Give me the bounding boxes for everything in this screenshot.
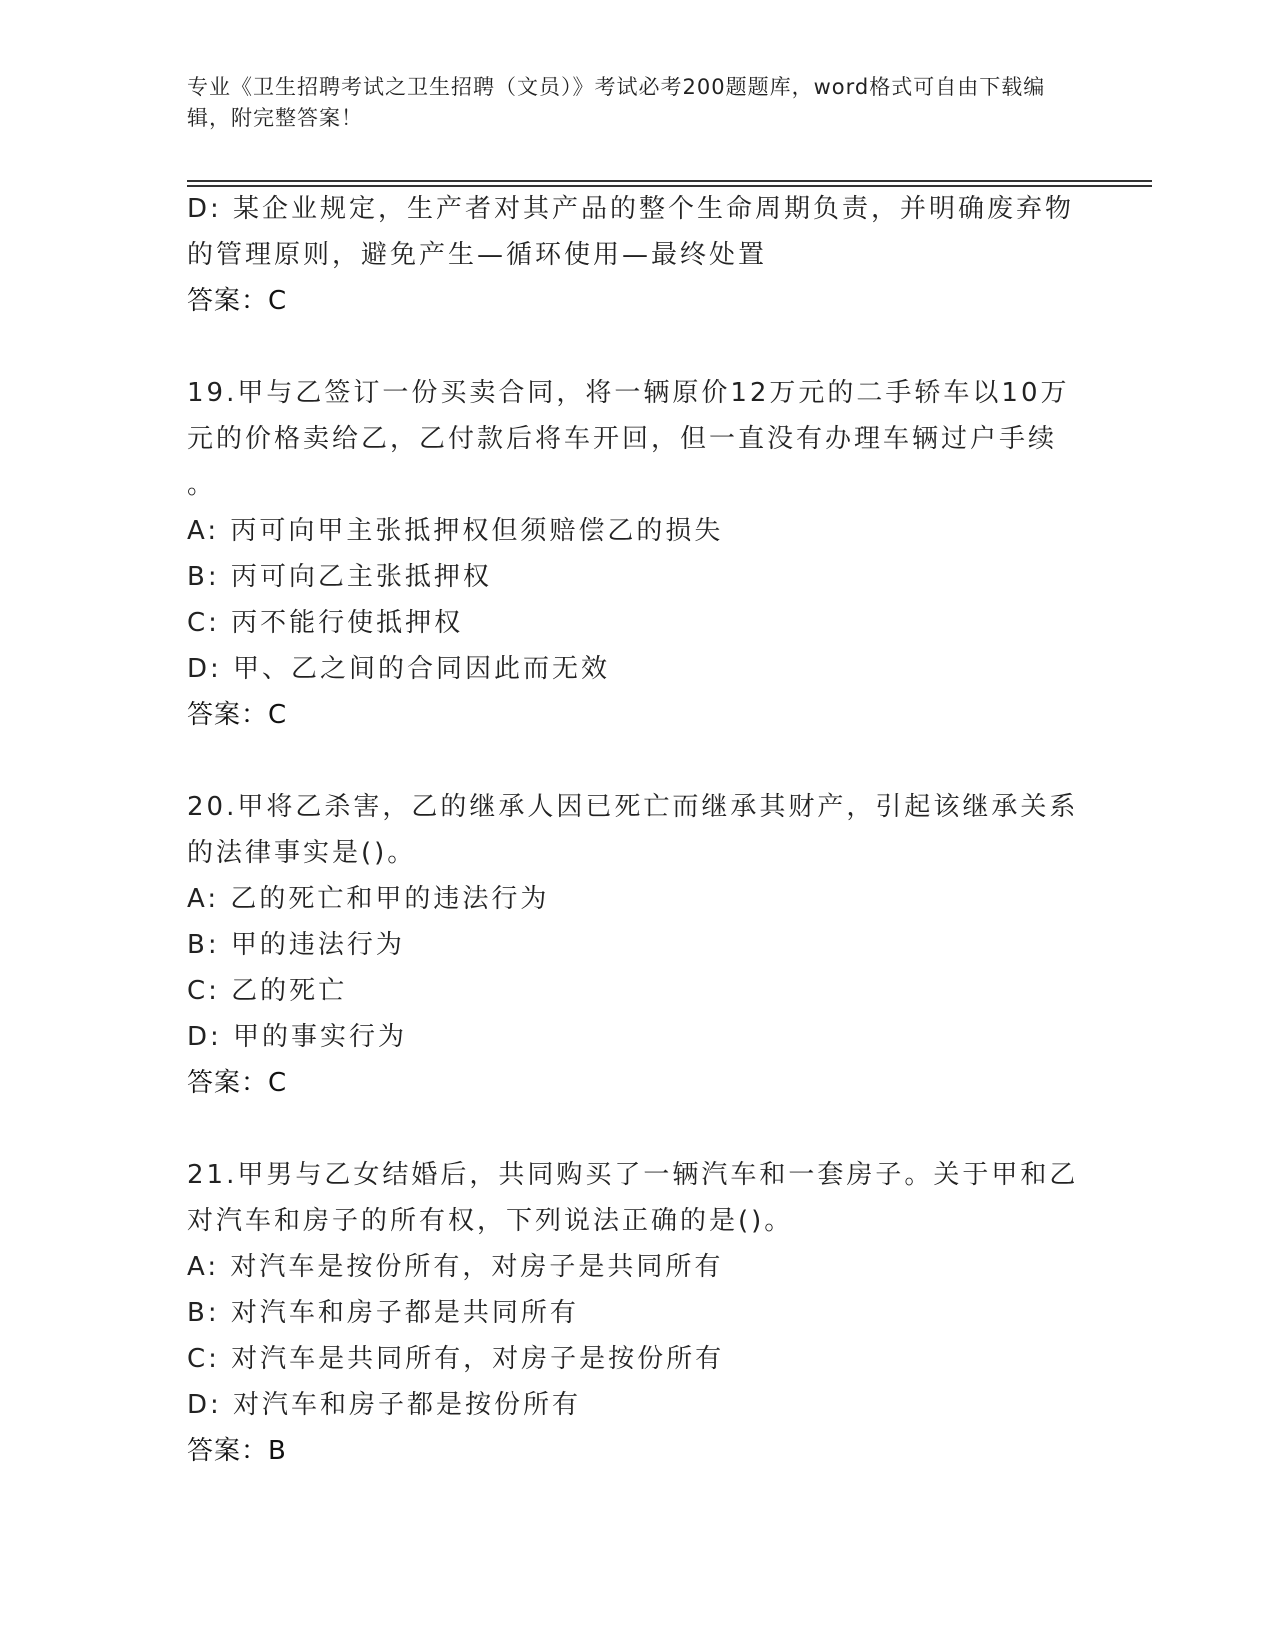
- question-stem-line-2: 元的价格卖给乙，乙付款后将车开回，但一直没有办理车辆过户手续: [187, 424, 1058, 454]
- answer: 答案：C: [187, 700, 288, 730]
- answer: 答案：C: [187, 286, 288, 316]
- question-stem-line-1: 21.甲男与乙女结婚后，共同购买了一辆汽车和一套房子。关于甲和乙: [187, 1160, 1079, 1190]
- option-b: B: 丙可向乙主张抵押权: [187, 562, 492, 592]
- option-d-line-1: D: 某企业规定，生产者对其产品的整个生命周期负责，并明确废弃物: [187, 194, 1075, 224]
- option-b: B: 对汽车和房子都是共同所有: [187, 1298, 579, 1328]
- option-a: A: 对汽车是按份所有，对房子是共同所有: [187, 1252, 724, 1282]
- question-19: [187, 370, 1087, 738]
- option-c: C: 乙的死亡: [187, 976, 348, 1006]
- question-20: [187, 784, 1087, 1106]
- option-c: C: 丙不能行使抵押权: [187, 608, 464, 638]
- option-b: B: 甲的违法行为: [187, 930, 405, 960]
- option-c: C: 对汽车是共同所有，对房子是按份所有: [187, 1344, 725, 1374]
- header-rule-top: [187, 180, 1152, 182]
- option-a: A: 乙的死亡和甲的违法行为: [187, 884, 550, 914]
- answer: 答案：B: [187, 1436, 287, 1466]
- option-a: A: 丙可向甲主张抵押权但须赔偿乙的损失: [187, 516, 724, 546]
- question-list: [187, 186, 1087, 1474]
- question-stem-line-3: 。: [187, 470, 217, 500]
- option-d: D: 对汽车和房子都是按份所有: [187, 1390, 582, 1420]
- question-21: [187, 1152, 1087, 1474]
- question-stem-line-2: 的法律事实是()。: [187, 838, 417, 868]
- document-header: 专业《卫生招聘考试之卫生招聘（文员）》考试必考200题题库，word格式可自由下载编辑，附完整答案！: [187, 75, 1046, 130]
- question-stem-line-1: 19.甲与乙签订一份买卖合同，将一辆原价12万元的二手轿车以10万: [187, 378, 1070, 408]
- question-stem-line-2: 对汽车和房子的所有权，下列说法正确的是()。: [187, 1206, 794, 1236]
- option-d-line-2: 的管理原则，避免产生—循环使用—最终处置: [187, 240, 768, 270]
- option-d: D: 甲、乙之间的合同因此而无效: [187, 654, 611, 684]
- answer: 答案：C: [187, 1068, 288, 1098]
- option-d: D: 甲的事实行为: [187, 1022, 408, 1052]
- previous-question-tail: [187, 186, 1087, 324]
- question-stem-line-1: 20.甲将乙杀害，乙的继承人因已死亡而继承其财产，引起该继承关系: [187, 792, 1079, 822]
